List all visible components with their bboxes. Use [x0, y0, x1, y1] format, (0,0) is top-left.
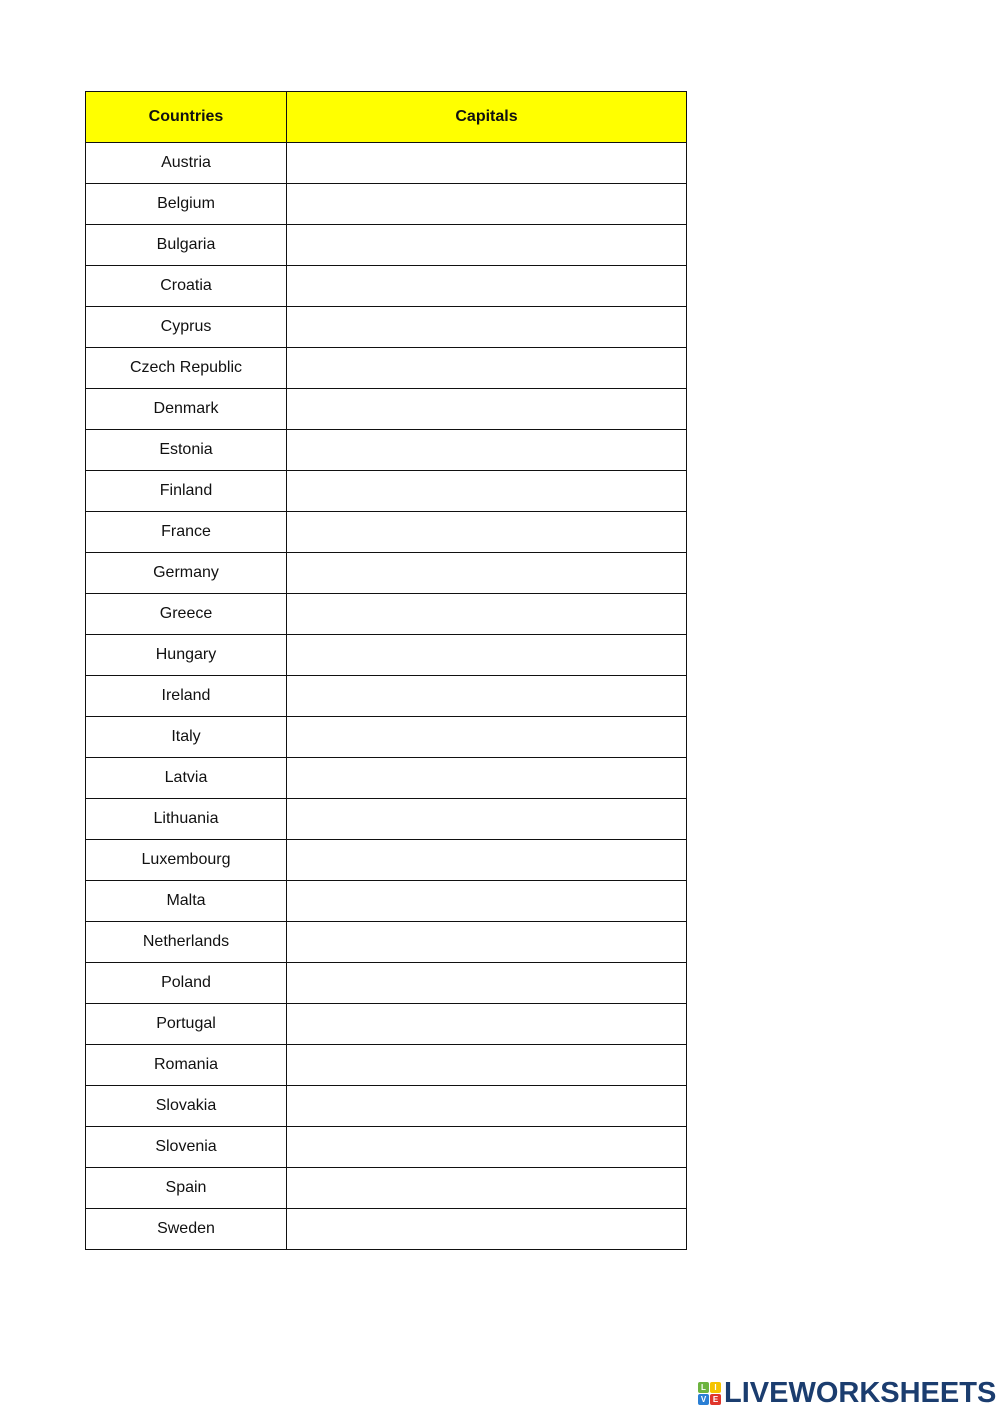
table-row — [86, 758, 687, 799]
logo-letter-square: V — [698, 1394, 709, 1405]
country-cell: Malta — [86, 881, 287, 922]
table-row — [86, 143, 687, 184]
capital-answer-cell[interactable] — [287, 1045, 687, 1086]
country-cell: Romania — [86, 1045, 287, 1086]
capital-answer-cell[interactable] — [287, 348, 687, 389]
capital-answer-cell[interactable] — [287, 430, 687, 471]
capital-answer-cell[interactable] — [287, 471, 687, 512]
country-cell: Luxembourg — [86, 840, 287, 881]
country-cell: Croatia — [86, 266, 287, 307]
capital-answer-cell[interactable] — [287, 389, 687, 430]
country-cell: France — [86, 512, 287, 553]
table-row — [86, 184, 687, 225]
table-row — [86, 1209, 687, 1250]
capital-answer-cell[interactable] — [287, 143, 687, 184]
header-countries: Countries — [86, 92, 287, 143]
capital-answer-cell[interactable] — [287, 963, 687, 1004]
table-row — [86, 881, 687, 922]
capital-answer-cell[interactable] — [287, 1086, 687, 1127]
capital-answer-cell[interactable] — [287, 307, 687, 348]
table-row — [86, 635, 687, 676]
table-row — [86, 922, 687, 963]
capital-answer-cell[interactable] — [287, 676, 687, 717]
header-capitals: Capitals — [287, 92, 687, 143]
capital-answer-cell[interactable] — [287, 1127, 687, 1168]
table-row — [86, 1168, 687, 1209]
capital-answer-cell[interactable] — [287, 881, 687, 922]
country-cell: Latvia — [86, 758, 287, 799]
country-cell: Portugal — [86, 1004, 287, 1045]
country-cell: Lithuania — [86, 799, 287, 840]
country-cell: Germany — [86, 553, 287, 594]
capital-answer-cell[interactable] — [287, 717, 687, 758]
country-cell: Sweden — [86, 1209, 287, 1250]
logo-text: LIVEWORKSHEETS — [724, 1377, 997, 1409]
logo-letter-square: L — [698, 1382, 709, 1393]
capital-answer-cell[interactable] — [287, 799, 687, 840]
country-cell: Slovakia — [86, 1086, 287, 1127]
capital-answer-cell[interactable] — [287, 553, 687, 594]
country-cell: Austria — [86, 143, 287, 184]
table-row — [86, 430, 687, 471]
country-cell: Poland — [86, 963, 287, 1004]
table-row — [86, 840, 687, 881]
table-row — [86, 225, 687, 266]
table-row — [86, 266, 687, 307]
table-row — [86, 717, 687, 758]
country-cell: Italy — [86, 717, 287, 758]
table-row — [86, 676, 687, 717]
capital-answer-cell[interactable] — [287, 225, 687, 266]
country-cell: Greece — [86, 594, 287, 635]
table-row — [86, 963, 687, 1004]
table-row — [86, 1127, 687, 1168]
table-row — [86, 799, 687, 840]
logo-letter-square: I — [710, 1382, 721, 1393]
countries-capitals-table — [85, 91, 687, 1250]
country-cell: Slovenia — [86, 1127, 287, 1168]
table-row — [86, 1086, 687, 1127]
capital-answer-cell[interactable] — [287, 758, 687, 799]
country-cell: Denmark — [86, 389, 287, 430]
country-cell: Estonia — [86, 430, 287, 471]
capital-answer-cell[interactable] — [287, 1209, 687, 1250]
capital-answer-cell[interactable] — [287, 1168, 687, 1209]
table-row — [86, 471, 687, 512]
country-cell: Czech Republic — [86, 348, 287, 389]
country-cell: Ireland — [86, 676, 287, 717]
table-row — [86, 512, 687, 553]
table-row — [86, 553, 687, 594]
capital-answer-cell[interactable] — [287, 184, 687, 225]
country-cell: Hungary — [86, 635, 287, 676]
table-row — [86, 594, 687, 635]
country-cell: Cyprus — [86, 307, 287, 348]
capital-answer-cell[interactable] — [287, 922, 687, 963]
capital-answer-cell[interactable] — [287, 635, 687, 676]
capital-answer-cell[interactable] — [287, 266, 687, 307]
capital-answer-cell[interactable] — [287, 1004, 687, 1045]
liveworksheets-logo — [698, 1379, 996, 1407]
country-cell: Bulgaria — [86, 225, 287, 266]
logo-letter-square: E — [710, 1394, 721, 1405]
table-row — [86, 1004, 687, 1045]
capital-answer-cell[interactable] — [287, 512, 687, 553]
table-row — [86, 389, 687, 430]
capital-answer-cell[interactable] — [287, 594, 687, 635]
capital-answer-cell[interactable] — [287, 840, 687, 881]
table-row — [86, 307, 687, 348]
table-row — [86, 1045, 687, 1086]
country-cell: Netherlands — [86, 922, 287, 963]
table-row — [86, 348, 687, 389]
country-cell: Spain — [86, 1168, 287, 1209]
header-row — [86, 92, 687, 143]
country-cell: Belgium — [86, 184, 287, 225]
logo-squares-icon — [698, 1382, 721, 1405]
country-cell: Finland — [86, 471, 287, 512]
